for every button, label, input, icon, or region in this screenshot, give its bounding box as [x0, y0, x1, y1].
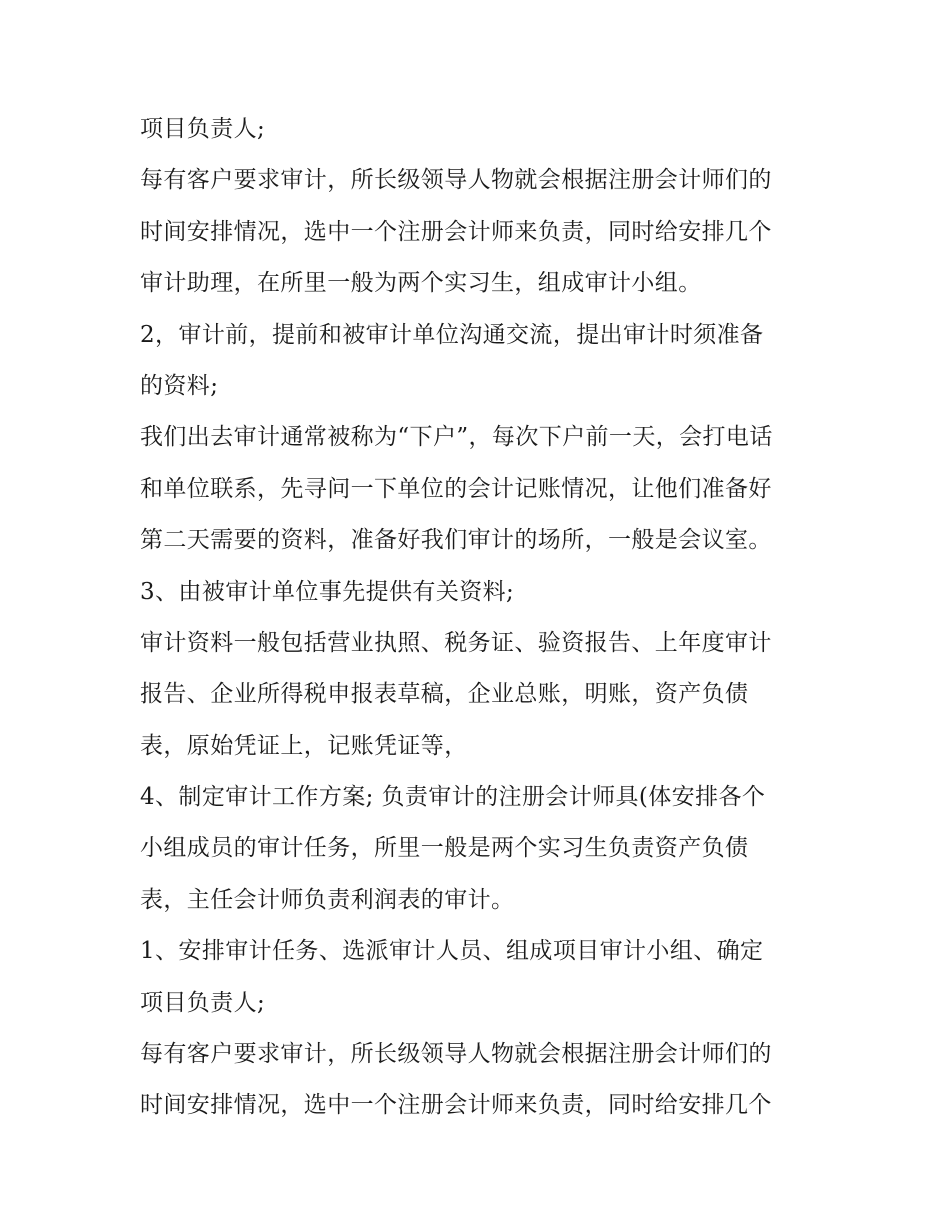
text-line: 的资料; [140, 372, 219, 399]
text-line: 审计资料一般包括营业执照、税务证、验资报告、上年度审计 [140, 629, 772, 656]
text-line: 项目负责人; [140, 116, 266, 142]
document-body [140, 104, 830, 1132]
text-line: 小组成员的审计任务，所里一般是两个实习生负责资产负债 [140, 835, 749, 862]
text-line: 2，审计前，提前和被审计单位沟通交流，提出审计时须准备 [140, 321, 764, 348]
text-line: 时间安排情况，选中一个注册会计师来负责，同时给安排几个 [140, 1092, 772, 1119]
text-line: 和单位联系，先寻问一下单位的会计记账情况，让他们准备好 [140, 475, 772, 502]
text-line: 每有客户要求审计，所长级领导人物就会根据注册会计师们的 [140, 1041, 772, 1068]
text-line: 每有客户要求审计，所长级领导人物就会根据注册会计师们的 [140, 167, 772, 194]
text-line: 项目负责人; [140, 989, 266, 1016]
text-line: 4、制定审计工作方案; 负责审计的注册会计师具(体安排各个 [140, 784, 766, 811]
text-line: 审计助理，在所里一般为两个实习生，组成审计小组。 [140, 270, 702, 297]
text-line: 1、安排审计任务、选派审计人员、组成项目审计小组、确定 [140, 938, 764, 965]
text-line: 报告、企业所得税申报表草稿，企业总账，明账，资产负债 [140, 681, 749, 708]
text-line: 表，主任会计师负责利润表的审计。 [140, 886, 515, 913]
text-line: 时间安排情况，选中一个注册会计师来负责，同时给安排几个 [140, 218, 772, 245]
text-line: 3、由被审计单位事先提供有关资料; [140, 578, 515, 605]
text-line: 表，原始凭证上，记账凭证等， [140, 732, 468, 759]
text-line: 我们出去审计通常被称为“下户”，每次下户前一天，会打电话 [140, 424, 773, 451]
text-line: 第二天需要的资料，准备好我们审计的场所，一般是会议室。 [140, 527, 772, 554]
